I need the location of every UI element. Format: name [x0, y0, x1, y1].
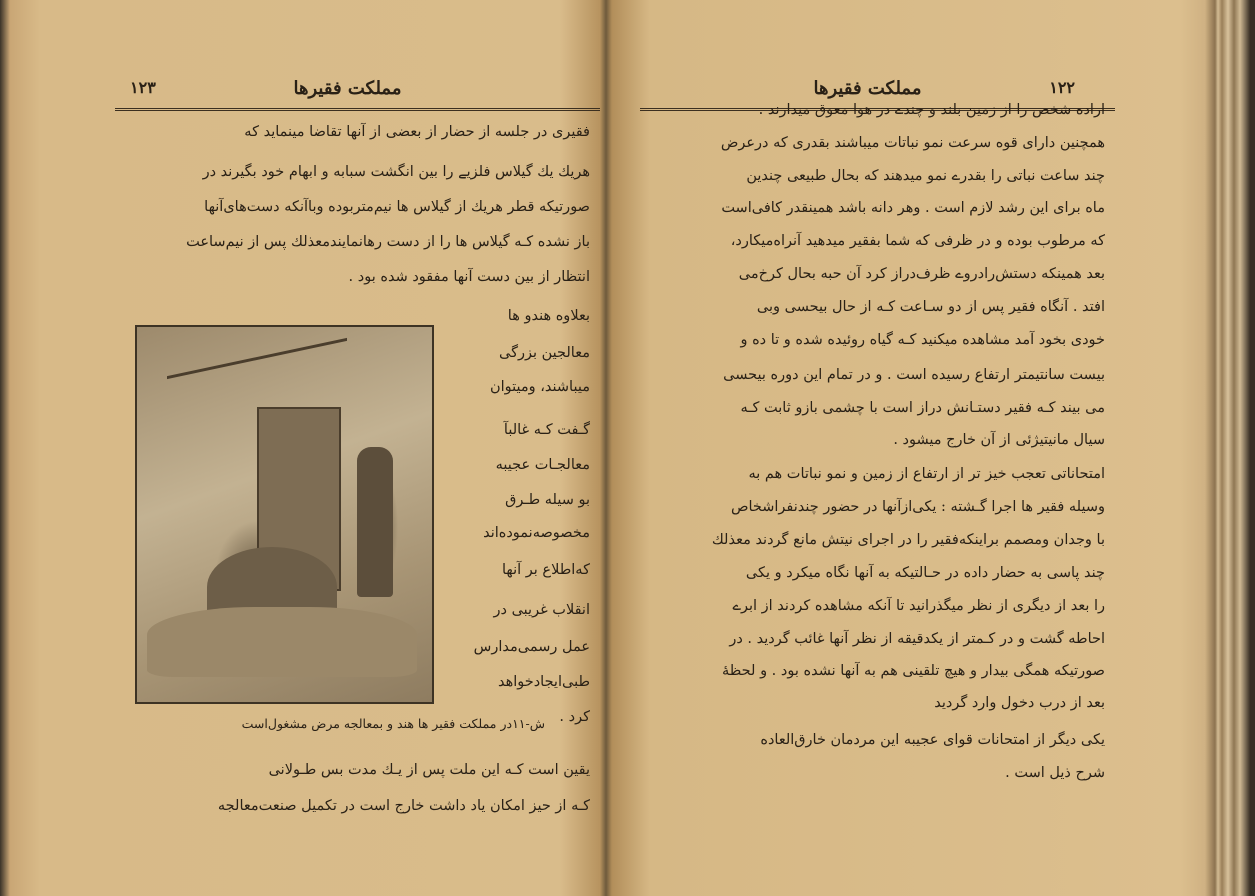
- left-page: [95, 0, 600, 896]
- left-text-line: کـه از حیز امکان یاد داشت خارج است در تکمیل صنعت‌معالجه: [217, 798, 590, 814]
- left-narrow-line: کرد .: [559, 709, 590, 725]
- right-text-line: بیست سانتیمتر ارتفاع رسیده است . و در تمام این دوره بیحسی: [723, 367, 1105, 383]
- left-narrow-line: گـفت کـه غالبآ: [503, 422, 590, 438]
- left-narrow-line: مخصوصه‌نموده‌اند: [483, 525, 590, 541]
- right-page-number: ۱۲۲: [1049, 78, 1075, 97]
- right-text-line: که مرطوب بوده و در ظرفی که شما بفقیر میدهید آنراه‌میکارد،: [730, 233, 1105, 249]
- left-narrow-line: طبی‌ایجادخواهد: [497, 674, 590, 690]
- right-text-line: صورتیکه همگی بیدار و هیچ تلقینی هم به آنها نشده بود . و لحظهٔ: [722, 663, 1105, 679]
- left-text-line: فقیری در جلسه از حضار از بعضی از آنها تقاضا مینماید که: [244, 124, 590, 140]
- right-text-line: سیال مانیتیژئی از آن خارج میشود .: [893, 432, 1105, 448]
- right-text-line: همچنین دارای قوه سرعت نمو نباتات میباشند بقدری که درعرض: [720, 135, 1105, 151]
- right-text-line: بعد همینکه دستش‌رادروے ظرف‌دراز کرد آن حبه بحال کرخ‌می: [738, 266, 1105, 282]
- left-narrow-line: بو سیله طـرق: [505, 492, 590, 508]
- right-text-line: افتد . آنگاه فقیر پس از دو سـاعت کـه از حال بیحسی وبی: [756, 299, 1105, 315]
- right-text-line: شرح ذیل است .: [1005, 765, 1105, 781]
- figure-mat: [147, 607, 417, 677]
- left-narrow-line: بعلاوه هندو ها: [507, 308, 590, 324]
- right-text-line: خودی بخود آمد مشاهده میکنید کـه گیاه روئیده شده و تا ده و: [740, 332, 1105, 348]
- right-text-line: ماه برای این رشد لازم است . وهر دانه باشد همینقدر کافی‌است: [721, 200, 1105, 216]
- left-text-line: هریك یك گیلاس فلزیے را بین انگشت سبابه و ابهام خود بگیرند در: [202, 164, 590, 180]
- right-text-line: یکی دیگر از امتحانات قوای عجیبه این مردمان خارق‌العاده: [760, 732, 1105, 748]
- left-page-number: ۱۲۳: [130, 78, 156, 97]
- left-narrow-line: عمل رسمی‌مدارس: [473, 639, 590, 655]
- left-text-line: صورتیکه قطر هریك از گیلاس ها نیم‌متربوده وباآنکه دست‌های‌آنها: [204, 199, 590, 215]
- left-narrow-line: که‌اطلاع بر آنها: [502, 562, 590, 578]
- right-text-line: می بیند کـه فقیر دستـانش دراز است با چشمی بازو ثابت کـه: [740, 400, 1105, 416]
- right-text-line: وسیله فقیر ها اجرا گـشته : یکی‌ازآنها در حضور چندنفراشخاص: [730, 499, 1105, 515]
- right-text-line: بعد از درب دخول وارد گردید: [934, 695, 1105, 711]
- right-text-line: را بعد از دیگری از نظر میگذرانید تا آنکه مشاهده کردند از ابرے: [732, 598, 1105, 614]
- left-narrow-line: انقلاب غریبی در: [493, 602, 590, 618]
- left-narrow-line: میباشند، ومیتوان: [489, 379, 590, 395]
- left-running-title: مملکت فقیرها: [293, 78, 402, 99]
- right-page: [620, 0, 1115, 896]
- left-running-head: [95, 78, 600, 108]
- left-narrow-line: معالجین بزرگی: [498, 345, 590, 361]
- left-narrow-line: معالجـات عجیبه: [495, 457, 590, 473]
- right-text-line: با وجدان ومصمم براینکه‌فقیر را در اجرای نیتش مانع گردند معذلك: [711, 532, 1105, 548]
- left-header-rule: [115, 108, 600, 111]
- right-running-title: مملکت فقیرها: [813, 78, 922, 99]
- left-text-line: یقین است کـه این ملت پس از یـك مدت بس طـولانی: [268, 762, 590, 778]
- right-text-line: چند ساعت نباتی را بقدرے نمو میدهند که بحال طبیعی چندین: [746, 168, 1105, 184]
- figure-standing-man: [357, 447, 393, 597]
- left-text-line: باز نشده کـه گیلاس ها را از دست رهانمایندمعذلك پس از نیم‌ساعت: [186, 234, 590, 250]
- right-text-line: احاطه گشت و در کـمتر از یکدقیقه از نظر آنها غائب گردید . در: [729, 631, 1105, 647]
- right-text-line: امتحاناتی تعجب خیز تر از ارتفاع از زمین و نمو نباتات هم به: [748, 466, 1105, 482]
- right-text-line: چند پاسی به حضار داده در حـالتیکه به آنها نگاه میکرد و یکی: [745, 565, 1105, 581]
- left-text-line: انتظار از بین دست آنها مفقود شده بود .: [348, 269, 590, 285]
- right-text-line: اراده شخص را از زمین بلند و چندے در هوا معوق میدارند .: [758, 102, 1105, 118]
- engraving-illustration: [135, 325, 434, 704]
- figure-caption: ش-۱۱در مملکت فقیر ها هند و بمعالجه مرض مشغول‌است: [241, 716, 545, 731]
